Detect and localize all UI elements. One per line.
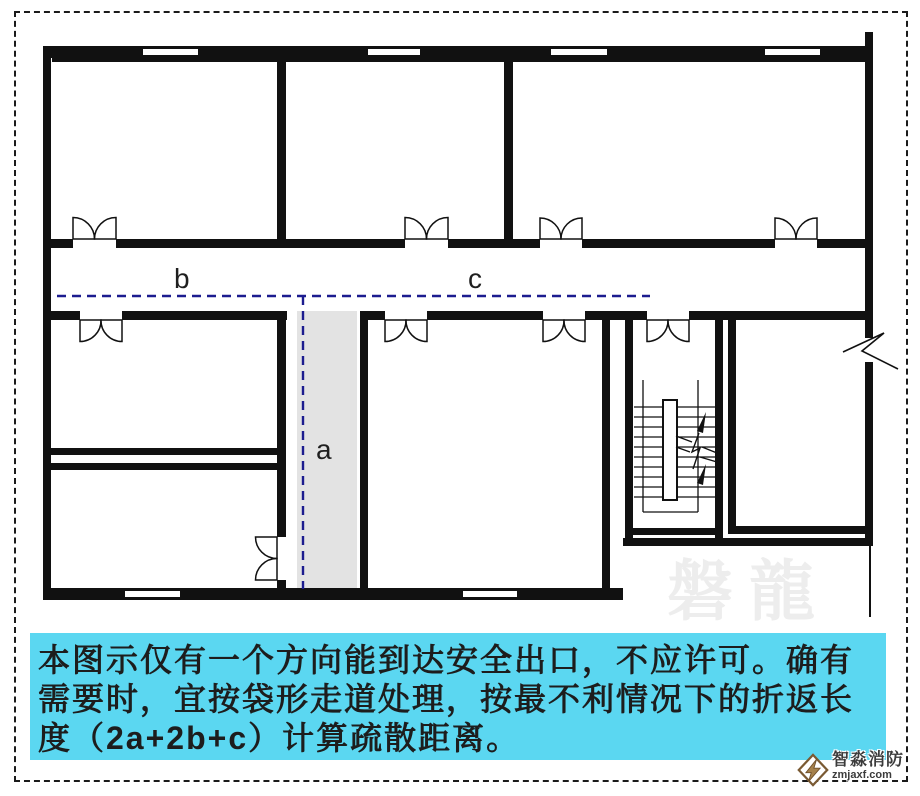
- label-c: c: [468, 263, 482, 294]
- walls: [43, 32, 873, 617]
- door-stairwell: [647, 320, 689, 342]
- label-a: a: [316, 434, 332, 465]
- brand-logo: [797, 751, 904, 789]
- door-room3-left: [540, 218, 582, 239]
- door-room1: [73, 218, 116, 240]
- brand-domain: zmjaxf.com: [832, 769, 892, 781]
- caption-line-2: 需要时，宜按袋形走道处理，按最不利情况下的折返长: [38, 681, 855, 717]
- zhimiao-lightning-diamond-icon: [797, 751, 829, 789]
- caption-line-1: 本图示仅有一个方向能到达安全出口，不应许可。确有: [38, 642, 855, 678]
- label-b: b: [174, 263, 190, 294]
- caption-box: [30, 633, 886, 760]
- door-room4: [80, 320, 122, 342]
- door-bigroom-left: [385, 320, 427, 342]
- caption-line-3: 度（2a+2b+c）计算疏散距离。: [38, 720, 521, 756]
- stairs: [634, 380, 717, 512]
- stair-break-line: [676, 433, 717, 469]
- door-bigroom-right: [543, 320, 585, 342]
- brand-name: 智淼消防: [832, 750, 904, 769]
- door-room3-right: [775, 218, 817, 239]
- watermark-text: 磐龍: [667, 554, 831, 628]
- stair-stringer: [663, 400, 677, 500]
- door-room5: [256, 537, 278, 580]
- door-room2: [405, 218, 448, 240]
